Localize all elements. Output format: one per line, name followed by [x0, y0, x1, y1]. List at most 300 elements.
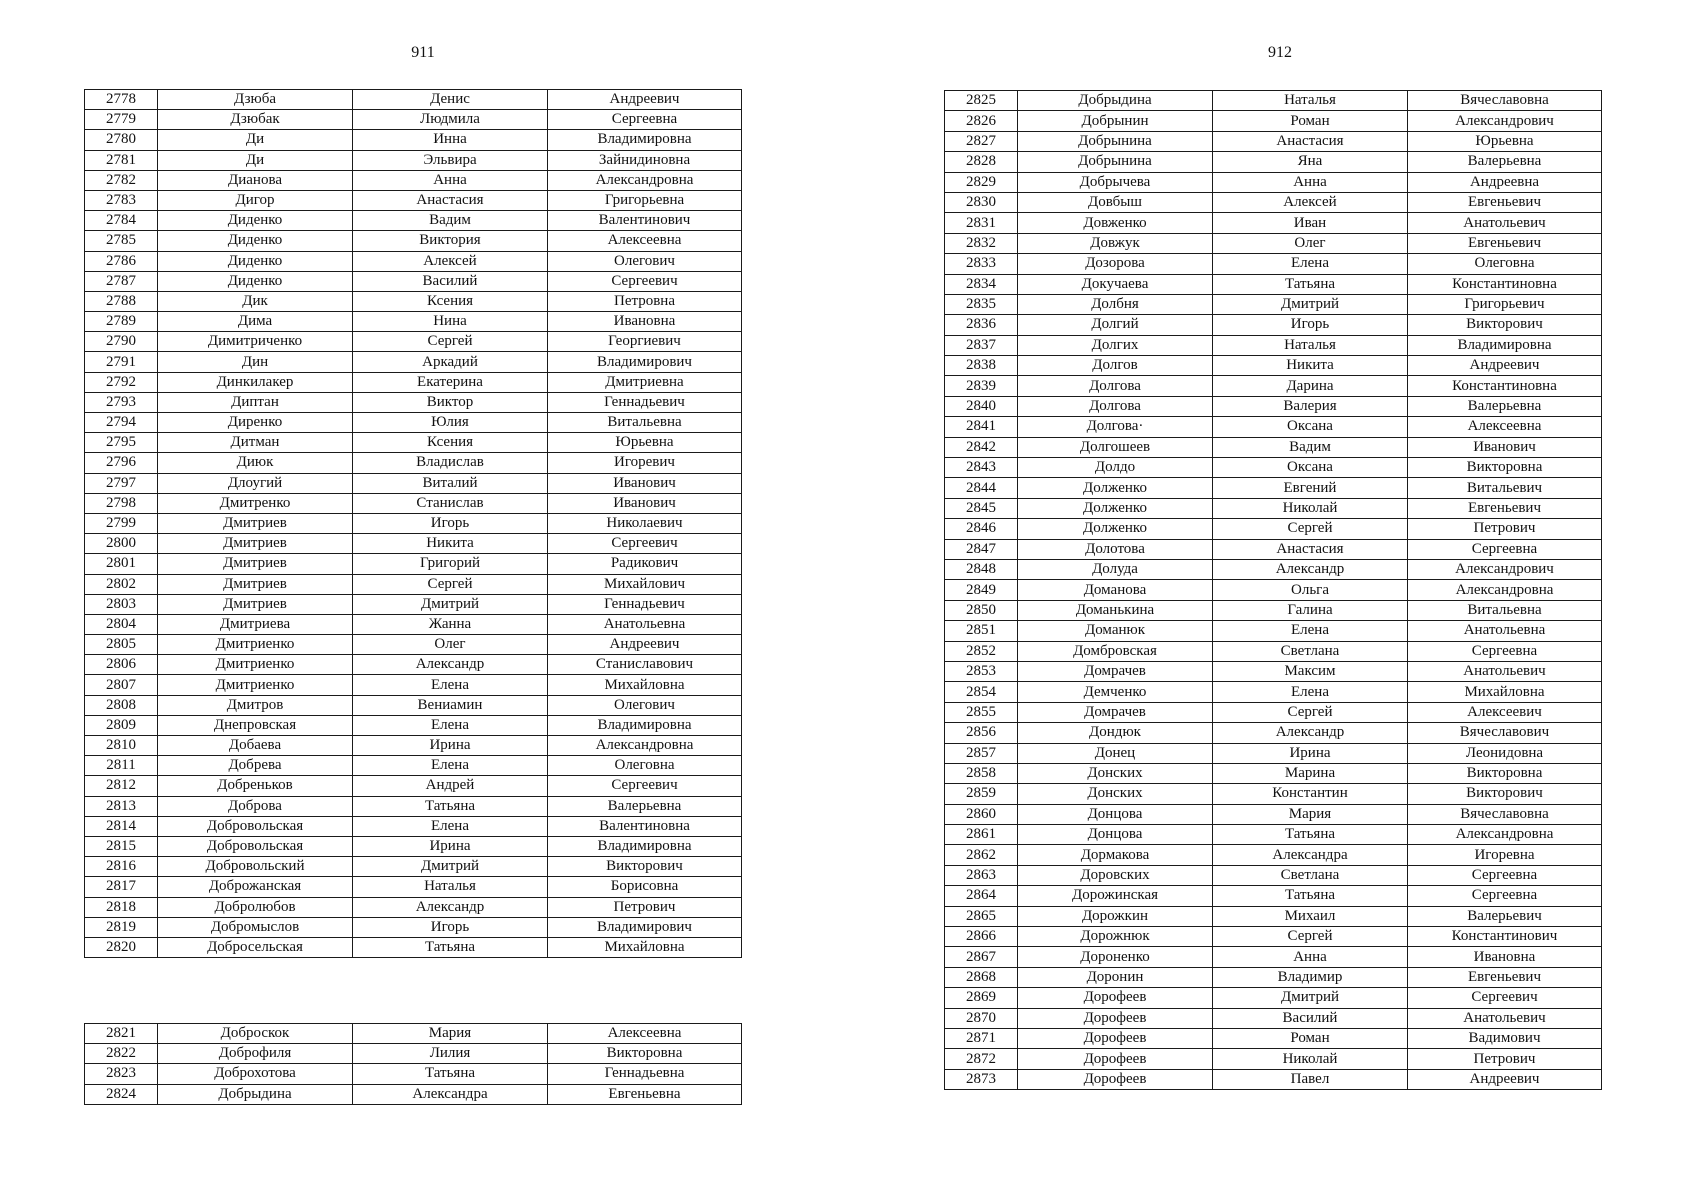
- surname-cell: Доманова: [1018, 580, 1213, 600]
- surname-cell: Диденко: [158, 231, 353, 251]
- patronymic-cell: Андреевич: [1408, 356, 1602, 376]
- row-number-cell: 2781: [85, 150, 158, 170]
- table-row: [945, 947, 1602, 967]
- given-name-cell: Светлана: [1213, 641, 1408, 661]
- row-number-cell: 2792: [85, 372, 158, 392]
- row-number-cell: 2822: [85, 1044, 158, 1064]
- table-row: [85, 1044, 742, 1064]
- surname-cell: Дормакова: [1018, 845, 1213, 865]
- surname-cell: Доброскок: [158, 1024, 353, 1044]
- given-name-cell: Олег: [353, 635, 548, 655]
- table-row: [945, 192, 1602, 212]
- table-row: [85, 836, 742, 856]
- given-name-cell: Сергей: [353, 332, 548, 352]
- row-number-cell: 2826: [945, 111, 1018, 131]
- given-name-cell: Андрей: [353, 776, 548, 796]
- table-row: [85, 372, 742, 392]
- patronymic-cell: Андреевич: [548, 90, 742, 110]
- given-name-cell: Елена: [353, 715, 548, 735]
- surname-cell: Длоугий: [158, 473, 353, 493]
- patronymic-cell: Леонидовна: [1408, 743, 1602, 763]
- given-name-cell: Мария: [1213, 804, 1408, 824]
- surname-cell: Добрынина: [1018, 152, 1213, 172]
- table-row: [945, 111, 1602, 131]
- row-number-cell: 2868: [945, 967, 1018, 987]
- patronymic-cell: Владимирович: [548, 917, 742, 937]
- patronymic-cell: Анатольевич: [1408, 1008, 1602, 1028]
- surname-cell: Дима: [158, 312, 353, 332]
- patronymic-cell: Валерьевна: [1408, 152, 1602, 172]
- given-name-cell: Михаил: [1213, 906, 1408, 926]
- patronymic-cell: Александрович: [1408, 111, 1602, 131]
- patronymic-cell: Евгеньевич: [1408, 233, 1602, 253]
- row-number-cell: 2845: [945, 498, 1018, 518]
- table-row: [85, 352, 742, 372]
- table-row: [85, 1084, 742, 1104]
- surname-cell: Дин: [158, 352, 353, 372]
- surname-cell: Демченко: [1018, 682, 1213, 702]
- patronymic-cell: Олегович: [548, 251, 742, 271]
- table-row: [945, 254, 1602, 274]
- table-row: [85, 554, 742, 574]
- row-number-cell: 2804: [85, 614, 158, 634]
- surname-cell: Долженко: [1018, 478, 1213, 498]
- surname-cell: Донских: [1018, 784, 1213, 804]
- table-row: [945, 763, 1602, 783]
- surname-cell: Динкилакер: [158, 372, 353, 392]
- surname-cell: Добровольский: [158, 857, 353, 877]
- surname-cell: Диденко: [158, 251, 353, 271]
- patronymic-cell: Ивановна: [1408, 947, 1602, 967]
- row-number-cell: 2861: [945, 825, 1018, 845]
- surname-cell: Добровольская: [158, 836, 353, 856]
- surname-cell: Дик: [158, 291, 353, 311]
- row-number-cell: 2793: [85, 392, 158, 412]
- patronymic-cell: Сергеевна: [1408, 539, 1602, 559]
- row-number-cell: 2817: [85, 877, 158, 897]
- table-row: [85, 917, 742, 937]
- given-name-cell: Анастасия: [353, 190, 548, 210]
- table-row: [945, 376, 1602, 396]
- roster-table-right: [944, 90, 1602, 1090]
- table-row: [85, 1064, 742, 1084]
- surname-cell: Донцова: [1018, 804, 1213, 824]
- given-name-cell: Станислав: [353, 493, 548, 513]
- row-number-cell: 2873: [945, 1069, 1018, 1089]
- patronymic-cell: Борисовна: [548, 877, 742, 897]
- patronymic-cell: Витальевна: [1408, 600, 1602, 620]
- patronymic-cell: Олеговна: [1408, 254, 1602, 274]
- patronymic-cell: Михайловна: [548, 675, 742, 695]
- surname-cell: Долгова: [1018, 376, 1213, 396]
- row-number-cell: 2848: [945, 559, 1018, 579]
- row-number-cell: 2786: [85, 251, 158, 271]
- surname-cell: Домбровская: [1018, 641, 1213, 661]
- table-row: [85, 413, 742, 433]
- patronymic-cell: Николаевич: [548, 513, 742, 533]
- given-name-cell: Анна: [353, 170, 548, 190]
- patronymic-cell: Сергеевна: [1408, 886, 1602, 906]
- patronymic-cell: Александрович: [1408, 559, 1602, 579]
- table-row: [85, 433, 742, 453]
- patronymic-cell: Михайловна: [548, 937, 742, 957]
- table-row: [85, 150, 742, 170]
- patronymic-cell: Андреевна: [1408, 172, 1602, 192]
- table-row: [85, 332, 742, 352]
- row-number-cell: 2833: [945, 254, 1018, 274]
- given-name-cell: Анна: [1213, 172, 1408, 192]
- patronymic-cell: Сергеевна: [548, 110, 742, 130]
- patronymic-cell: Игоревна: [1408, 845, 1602, 865]
- patronymic-cell: Валентиновна: [548, 816, 742, 836]
- table-row: [85, 110, 742, 130]
- patronymic-cell: Иванович: [1408, 437, 1602, 457]
- given-name-cell: Оксана: [1213, 417, 1408, 437]
- given-name-cell: Лилия: [353, 1044, 548, 1064]
- table-row: [945, 580, 1602, 600]
- surname-cell: Дмитриев: [158, 534, 353, 554]
- given-name-cell: Елена: [1213, 682, 1408, 702]
- row-number-cell: 2849: [945, 580, 1018, 600]
- given-name-cell: Ольга: [1213, 580, 1408, 600]
- given-name-cell: Анна: [1213, 947, 1408, 967]
- row-number-cell: 2853: [945, 661, 1018, 681]
- surname-cell: Дитман: [158, 433, 353, 453]
- row-number-cell: 2778: [85, 90, 158, 110]
- surname-cell: Ди: [158, 150, 353, 170]
- surname-cell: Долженко: [1018, 498, 1213, 518]
- row-number-cell: 2821: [85, 1024, 158, 1044]
- surname-cell: Домрачев: [1018, 702, 1213, 722]
- row-number-cell: 2841: [945, 417, 1018, 437]
- given-name-cell: Татьяна: [353, 937, 548, 957]
- table-row: [945, 906, 1602, 926]
- given-name-cell: Никита: [353, 534, 548, 554]
- patronymic-cell: Радикович: [548, 554, 742, 574]
- row-number-cell: 2865: [945, 906, 1018, 926]
- patronymic-cell: Анатольевич: [1408, 661, 1602, 681]
- patronymic-cell: Валентинович: [548, 211, 742, 231]
- table-row: [945, 600, 1602, 620]
- row-number-cell: 2858: [945, 763, 1018, 783]
- surname-cell: Дмитриенко: [158, 675, 353, 695]
- table-row: [85, 130, 742, 150]
- given-name-cell: Елена: [353, 756, 548, 776]
- table-row: [85, 877, 742, 897]
- surname-cell: Долгий: [1018, 315, 1213, 335]
- row-number-cell: 2805: [85, 635, 158, 655]
- surname-cell: Дорофеев: [1018, 988, 1213, 1008]
- table-row: [945, 91, 1602, 111]
- table-row: [945, 1008, 1602, 1028]
- roster-table-left-main: [84, 89, 742, 958]
- given-name-cell: Ирина: [353, 836, 548, 856]
- patronymic-cell: Валерьевич: [1408, 906, 1602, 926]
- row-number-cell: 2783: [85, 190, 158, 210]
- table-row: [945, 886, 1602, 906]
- row-number-cell: 2864: [945, 886, 1018, 906]
- patronymic-cell: Зайнидиновна: [548, 150, 742, 170]
- row-number-cell: 2869: [945, 988, 1018, 1008]
- given-name-cell: Дмитрий: [353, 594, 548, 614]
- row-number-cell: 2844: [945, 478, 1018, 498]
- patronymic-cell: Анатольевна: [548, 614, 742, 634]
- table-row: [85, 756, 742, 776]
- surname-cell: Добрынин: [1018, 111, 1213, 131]
- table-row: [945, 1028, 1602, 1048]
- patronymic-cell: Григорьевна: [548, 190, 742, 210]
- row-number-cell: 2835: [945, 294, 1018, 314]
- patronymic-cell: Викторовна: [1408, 763, 1602, 783]
- surname-cell: Донец: [1018, 743, 1213, 763]
- patronymic-cell: Викторович: [1408, 784, 1602, 804]
- row-number-cell: 2831: [945, 213, 1018, 233]
- surname-cell: Дмитриев: [158, 513, 353, 533]
- row-number-cell: 2830: [945, 192, 1018, 212]
- surname-cell: Димитриченко: [158, 332, 353, 352]
- surname-cell: Доброжанская: [158, 877, 353, 897]
- given-name-cell: Роман: [1213, 111, 1408, 131]
- patronymic-cell: Дмитриевна: [548, 372, 742, 392]
- row-number-cell: 2871: [945, 1028, 1018, 1048]
- row-number-cell: 2785: [85, 231, 158, 251]
- surname-cell: Доровских: [1018, 865, 1213, 885]
- given-name-cell: Татьяна: [1213, 274, 1408, 294]
- table-row: [85, 392, 742, 412]
- table-row: [85, 715, 742, 735]
- given-name-cell: Елена: [1213, 621, 1408, 641]
- given-name-cell: Аркадий: [353, 352, 548, 372]
- patronymic-cell: Александровна: [548, 736, 742, 756]
- row-number-cell: 2828: [945, 152, 1018, 172]
- table-row: [85, 493, 742, 513]
- table-row: [945, 131, 1602, 151]
- table-row: [85, 211, 742, 231]
- patronymic-cell: Геннадьевна: [548, 1064, 742, 1084]
- table-row: [945, 152, 1602, 172]
- patronymic-cell: Викторовна: [548, 1044, 742, 1064]
- given-name-cell: Оксана: [1213, 458, 1408, 478]
- patronymic-cell: Владимировна: [548, 836, 742, 856]
- given-name-cell: Владислав: [353, 453, 548, 473]
- surname-cell: Долотова: [1018, 539, 1213, 559]
- table-row: [945, 743, 1602, 763]
- table-row: [85, 271, 742, 291]
- surname-cell: Долбня: [1018, 294, 1213, 314]
- table-row: [945, 233, 1602, 253]
- row-number-cell: 2811: [85, 756, 158, 776]
- row-number-cell: 2816: [85, 857, 158, 877]
- row-number-cell: 2798: [85, 493, 158, 513]
- row-number-cell: 2819: [85, 917, 158, 937]
- given-name-cell: Виталий: [353, 473, 548, 493]
- given-name-cell: Мария: [353, 1024, 548, 1044]
- surname-cell: Долуда: [1018, 559, 1213, 579]
- surname-cell: Диденко: [158, 271, 353, 291]
- table-row: [85, 231, 742, 251]
- surname-cell: Дорожнюк: [1018, 927, 1213, 947]
- given-name-cell: Николай: [1213, 498, 1408, 518]
- given-name-cell: Сергей: [1213, 927, 1408, 947]
- row-number-cell: 2825: [945, 91, 1018, 111]
- row-number-cell: 2788: [85, 291, 158, 311]
- given-name-cell: Ксения: [353, 291, 548, 311]
- row-number-cell: 2789: [85, 312, 158, 332]
- surname-cell: Добрыдина: [1018, 91, 1213, 111]
- table-row: [945, 825, 1602, 845]
- surname-cell: Долдо: [1018, 458, 1213, 478]
- patronymic-cell: Анатольевна: [1408, 621, 1602, 641]
- given-name-cell: Наталья: [1213, 91, 1408, 111]
- given-name-cell: Виктория: [353, 231, 548, 251]
- row-number-cell: 2800: [85, 534, 158, 554]
- patronymic-cell: Игоревич: [548, 453, 742, 473]
- surname-cell: Долгих: [1018, 335, 1213, 355]
- given-name-cell: Виктор: [353, 392, 548, 412]
- table-row: [85, 614, 742, 634]
- table-row: [85, 251, 742, 271]
- page-number-left: 911: [411, 44, 435, 61]
- given-name-cell: Алексей: [1213, 192, 1408, 212]
- given-name-cell: Эльвира: [353, 150, 548, 170]
- row-number-cell: 2809: [85, 715, 158, 735]
- patronymic-cell: Владимировна: [1408, 335, 1602, 355]
- patronymic-cell: Алексеевна: [1408, 417, 1602, 437]
- surname-cell: Дорофеев: [1018, 1049, 1213, 1069]
- table-row: [945, 274, 1602, 294]
- patronymic-cell: Анатольевич: [1408, 213, 1602, 233]
- row-number-cell: 2851: [945, 621, 1018, 641]
- table-row: [85, 796, 742, 816]
- row-number-cell: 2812: [85, 776, 158, 796]
- table-row: [85, 857, 742, 877]
- table-row: [85, 736, 742, 756]
- given-name-cell: Яна: [1213, 152, 1408, 172]
- patronymic-cell: Юрьевна: [1408, 131, 1602, 151]
- given-name-cell: Сергей: [1213, 519, 1408, 539]
- given-name-cell: Татьяна: [353, 796, 548, 816]
- patronymic-cell: Алексеевна: [548, 231, 742, 251]
- patronymic-cell: Викторович: [548, 857, 742, 877]
- surname-cell: Добросельская: [158, 937, 353, 957]
- surname-cell: Дороненко: [1018, 947, 1213, 967]
- row-number-cell: 2832: [945, 233, 1018, 253]
- table-row: [945, 845, 1602, 865]
- patronymic-cell: Константиновна: [1408, 274, 1602, 294]
- row-number-cell: 2824: [85, 1084, 158, 1104]
- given-name-cell: Павел: [1213, 1069, 1408, 1089]
- surname-cell: Дмитриев: [158, 554, 353, 574]
- row-number-cell: 2852: [945, 641, 1018, 661]
- given-name-cell: Александр: [353, 897, 548, 917]
- patronymic-cell: Александровна: [1408, 825, 1602, 845]
- table-row: [945, 682, 1602, 702]
- patronymic-cell: Викторовна: [1408, 458, 1602, 478]
- given-name-cell: Сергей: [1213, 702, 1408, 722]
- patronymic-cell: Сергеевна: [1408, 865, 1602, 885]
- table-row: [85, 534, 742, 554]
- surname-cell: Долгова: [1018, 396, 1213, 416]
- table-row: [85, 655, 742, 675]
- given-name-cell: Ксения: [353, 433, 548, 453]
- surname-cell: Добреньков: [158, 776, 353, 796]
- row-number-cell: 2854: [945, 682, 1018, 702]
- table-row: [945, 1049, 1602, 1069]
- given-name-cell: Дмитрий: [1213, 988, 1408, 1008]
- given-name-cell: Игорь: [1213, 315, 1408, 335]
- given-name-cell: Дмитрий: [1213, 294, 1408, 314]
- surname-cell: Днепровская: [158, 715, 353, 735]
- given-name-cell: Вениамин: [353, 695, 548, 715]
- surname-cell: Дианова: [158, 170, 353, 190]
- given-name-cell: Ирина: [1213, 743, 1408, 763]
- patronymic-cell: Владимировна: [548, 130, 742, 150]
- surname-cell: Доманькина: [1018, 600, 1213, 620]
- table-row: [945, 417, 1602, 437]
- surname-cell: Дзюбак: [158, 110, 353, 130]
- table-row: [945, 967, 1602, 987]
- given-name-cell: Роман: [1213, 1028, 1408, 1048]
- row-number-cell: 2795: [85, 433, 158, 453]
- table-row: [85, 695, 742, 715]
- surname-cell: Добрынина: [1018, 131, 1213, 151]
- surname-cell: Дзюба: [158, 90, 353, 110]
- table-row: [85, 513, 742, 533]
- table-row: [85, 635, 742, 655]
- surname-cell: Дорофеев: [1018, 1069, 1213, 1089]
- given-name-cell: Валерия: [1213, 396, 1408, 416]
- patronymic-cell: Михайловна: [1408, 682, 1602, 702]
- row-number-cell: 2860: [945, 804, 1018, 824]
- given-name-cell: Людмила: [353, 110, 548, 130]
- row-number-cell: 2842: [945, 437, 1018, 457]
- patronymic-cell: Витальевич: [1408, 478, 1602, 498]
- patronymic-cell: Андреевич: [548, 635, 742, 655]
- row-number-cell: 2780: [85, 130, 158, 150]
- row-number-cell: 2866: [945, 927, 1018, 947]
- row-number-cell: 2799: [85, 513, 158, 533]
- table-row: [945, 641, 1602, 661]
- table-row: [85, 170, 742, 190]
- surname-cell: Дмитриенко: [158, 655, 353, 675]
- table-row: [85, 291, 742, 311]
- surname-cell: Донцова: [1018, 825, 1213, 845]
- row-number-cell: 2806: [85, 655, 158, 675]
- given-name-cell: Николай: [1213, 1049, 1408, 1069]
- given-name-cell: Алексей: [353, 251, 548, 271]
- given-name-cell: Игорь: [353, 513, 548, 533]
- patronymic-cell: Сергеевич: [548, 271, 742, 291]
- table-row: [85, 312, 742, 332]
- surname-cell: Дорожинская: [1018, 886, 1213, 906]
- row-number-cell: 2779: [85, 110, 158, 130]
- given-name-cell: Александра: [353, 1084, 548, 1104]
- surname-cell: Дмитриев: [158, 594, 353, 614]
- row-number-cell: 2790: [85, 332, 158, 352]
- surname-cell: Долгошеев: [1018, 437, 1213, 457]
- row-number-cell: 2856: [945, 723, 1018, 743]
- surname-cell: Добровольская: [158, 816, 353, 836]
- row-number-cell: 2810: [85, 736, 158, 756]
- patronymic-cell: Юрьевна: [548, 433, 742, 453]
- surname-cell: Дмитренко: [158, 493, 353, 513]
- patronymic-cell: Константиновна: [1408, 376, 1602, 396]
- row-number-cell: 2843: [945, 458, 1018, 478]
- patronymic-cell: Георгиевич: [548, 332, 742, 352]
- patronymic-cell: Валерьевна: [1408, 396, 1602, 416]
- given-name-cell: Александр: [1213, 559, 1408, 579]
- row-number-cell: 2836: [945, 315, 1018, 335]
